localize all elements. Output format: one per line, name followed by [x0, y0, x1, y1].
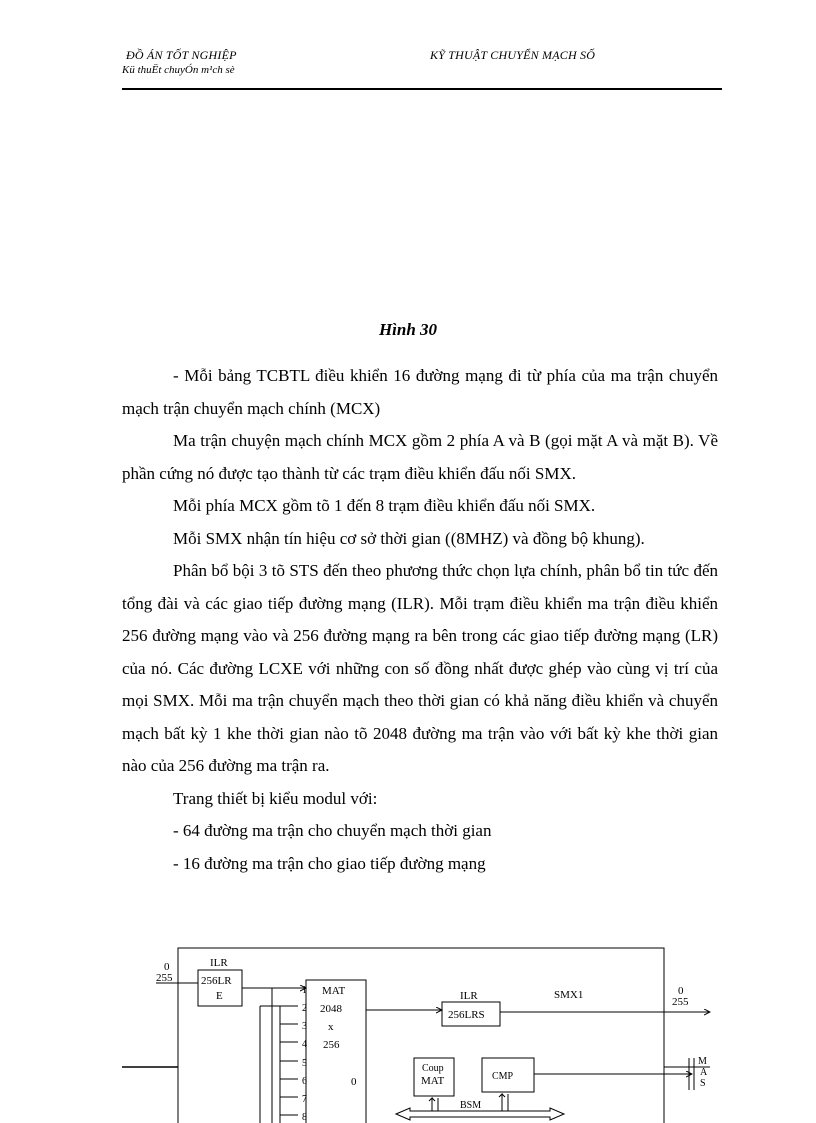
- paragraph: - Mỗi bảng TCBTL điều khiển 16 đường mạng đi từ phía của ma trận chuyển mạch trận chuyển mạch chính (MCX): [122, 366, 718, 418]
- body-text: [122, 360, 718, 880]
- mas-letter: A: [700, 1067, 708, 1078]
- input-range-end: 255: [156, 972, 173, 984]
- port-number: 7: [302, 1094, 307, 1105]
- mat-size-rows: 2048: [320, 1003, 342, 1015]
- mas-letter: M: [698, 1056, 707, 1067]
- ilr-output-label: ILR: [460, 990, 478, 1002]
- port-number: 8: [302, 1112, 307, 1123]
- mat-input-lines: [260, 988, 298, 1123]
- paragraph: Phân bổ bội 3 tõ STS đến theo phương thức chọn lựa chính, phân bổ tin tức đến tổng đài và các giao tiếp đường mạng (ILR). Mỗi trạm điều khiển ma trận điều khiển 256 đường mạng vào và 256 đường mạng ra bên trong các giao tiếp đường mạng (LR) của nó. Các đường LCXE với những con số đồng nhất được ghép vào cùng vị trí của mọi SMX. Mỗi ma trận chuyển mạch theo thời gian có khả năng điều khiển và chuyển mạch bất kỳ 1 khe thời gian nào tõ 2048 đường ma trận vào với bất kỳ khe thời gian nào của 256 đường ma trận ra.: [122, 561, 718, 775]
- mat-block: [306, 980, 366, 1123]
- paragraph: Mỗi SMX nhận tín hiệu cơ sở thời gian ((8MHZ) và đồng bộ khung).: [173, 528, 645, 548]
- paragraph: - 16 đường ma trận cho giao tiếp đường mạng: [173, 853, 486, 873]
- coup-mat-line1: Coup: [422, 1063, 444, 1074]
- input-range-start: 0: [164, 961, 170, 973]
- ilr-input-box-line2: E: [216, 990, 223, 1002]
- port-number: 5: [302, 1058, 307, 1069]
- port-number: 6: [302, 1076, 307, 1087]
- port-number: 2: [302, 1003, 307, 1014]
- header-chapter-title: KỸ THUẬT CHUYỂN MẠCH SỐ: [430, 48, 596, 62]
- paragraph: Trang thiết bị kiểu modul với:: [173, 788, 378, 808]
- smx-enclosure: [178, 948, 664, 1123]
- bsm-label: BSM: [460, 1100, 482, 1111]
- header-rule: [122, 88, 722, 90]
- ilr-output-box-label: 256LRS: [448, 1009, 485, 1021]
- mat-size-x: x: [328, 1021, 334, 1033]
- ilr-input-box-line1: 256LR: [201, 975, 232, 987]
- mas-letter: S: [700, 1078, 706, 1089]
- output-range-start: 0: [678, 985, 684, 997]
- header-subject: Kü thuËt chuyÓn m¹ch sè: [122, 64, 235, 76]
- paragraph: Mỗi phía MCX gồm tõ 1 đến 8 trạm điều khiển đấu nối SMX.: [173, 496, 596, 515]
- mat-size-cols: 256: [323, 1039, 340, 1051]
- mat-zero: 0: [351, 1076, 357, 1088]
- port-number: 1: [302, 985, 307, 996]
- figure-caption: Hình 30: [378, 320, 438, 339]
- mat-label: MAT: [322, 985, 346, 997]
- ilr-input-label: ILR: [210, 957, 228, 969]
- port-number: 3: [302, 1021, 307, 1032]
- cmp-label: CMP: [492, 1071, 514, 1082]
- output-range-end: 255: [672, 996, 689, 1008]
- smx-diagram: [120, 944, 720, 1123]
- smx-label: SMX1: [554, 989, 584, 1001]
- port-number: 4: [302, 1039, 307, 1050]
- paragraph: Ma trận chuyện mạch chính MCX gồm 2 phía A và B (gọi mặt A và mặt B). Về phần cứng nó được tạo thành từ các trạm điều khiển đấu nối SMX.: [122, 431, 718, 483]
- paragraph: - 64 đường ma trận cho chuyển mạch thời gian: [173, 821, 492, 840]
- header-project-title: ĐỒ ÁN TỐT NGHIỆP: [126, 48, 237, 62]
- coup-mat-line2: MAT: [421, 1075, 445, 1087]
